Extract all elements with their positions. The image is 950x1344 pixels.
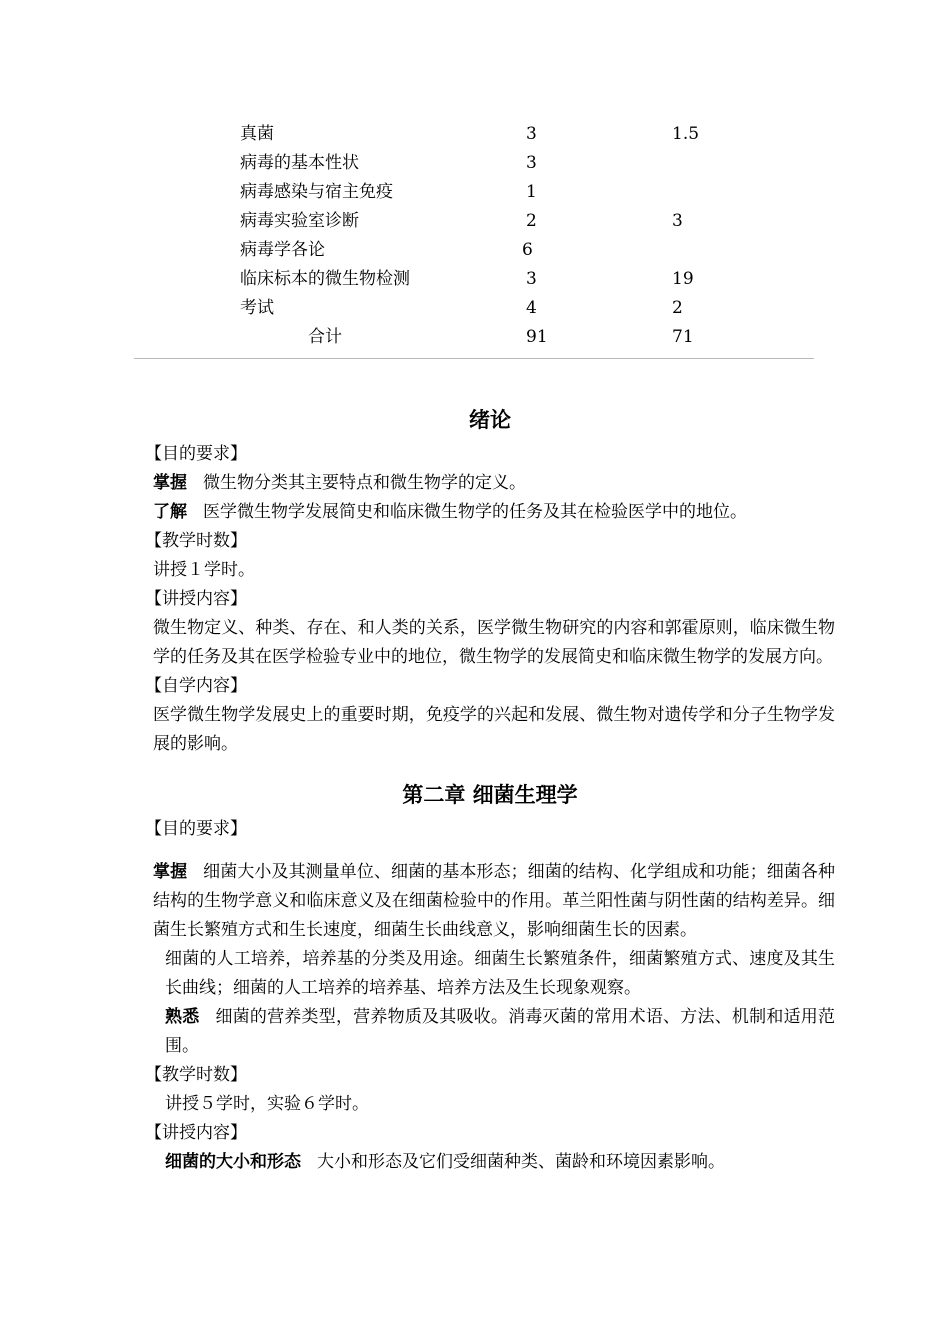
row-name: 病毒感染与宿主免疫 <box>240 182 393 202</box>
intro-self-study-text: 医学微生物学发展史上的重要时期，免疫学的兴起和发展、微生物对遗传学和分子生物学发展的影响。 <box>153 705 835 754</box>
master-label: 掌握 <box>153 862 188 882</box>
table-total-row <box>240 323 800 352</box>
chapter2-size-paragraph <box>145 1148 835 1177</box>
row-lecture-hours: 4 <box>526 298 537 318</box>
chapter2-goals-tag: 【目的要求】 <box>145 819 247 839</box>
row-lab-hours: 1.5 <box>672 124 700 144</box>
intro-master-paragraph <box>145 469 835 498</box>
total-label: 合计 <box>308 327 342 347</box>
intro-understand-text: 医学微生物学发展简史和临床微生物学的任务及其在检验医学中的地位。 <box>203 502 747 522</box>
intro-understand-paragraph <box>145 498 835 527</box>
table-row <box>240 178 800 207</box>
chapter2-content-tag: 【讲授内容】 <box>145 1123 247 1143</box>
chapter2-size-text: 大小和形态及它们受细菌种类、菌龄和环境因素影响。 <box>317 1152 725 1172</box>
table-row <box>240 120 800 149</box>
total-lab-hours: 71 <box>672 327 694 347</box>
chapter2-master-paragraph <box>145 858 835 945</box>
understand-label: 了解 <box>153 502 187 522</box>
row-lecture-hours: 3 <box>526 124 537 144</box>
intro-content-tag: 【讲授内容】 <box>145 589 247 609</box>
familiar-label: 熟悉 <box>165 1007 200 1027</box>
row-name: 考试 <box>240 298 274 318</box>
row-lecture-hours: 2 <box>526 211 537 231</box>
total-lecture-hours: 91 <box>526 327 548 347</box>
row-name: 真菌 <box>240 124 274 144</box>
intro-master-text: 微生物分类其主要特点和微生物学的定义。 <box>203 473 526 493</box>
row-lecture-hours: 6 <box>522 240 533 260</box>
document-body <box>145 400 835 1177</box>
table-row <box>240 149 800 178</box>
size-shape-label: 细菌的大小和形态 <box>165 1152 301 1172</box>
intro-self-study-tag: 【自学内容】 <box>145 676 247 696</box>
chapter2-title: 第二章 细菌生理学 <box>402 782 578 807</box>
row-lecture-hours: 1 <box>526 182 537 202</box>
chapter2-master-text: 细菌大小及其测量单位、细菌的基本形态；细菌的结构、化学组成和功能；细菌各种结构的生物学意义和临床意义及在细菌检验中的作用。革兰阳性菌与阴性菌的结构差异。细菌生长繁殖方式和生长速度，细菌生长曲线意义，影响细菌生长的因素。 <box>153 862 836 940</box>
chapter2-familiar-paragraph <box>145 1003 835 1061</box>
table-bottom-rule <box>134 358 814 359</box>
intro-hours-text: 讲授１学时。 <box>153 560 255 580</box>
row-name: 临床标本的微生物检测 <box>240 269 410 289</box>
intro-content-text: 微生物定义、种类、存在、和人类的关系，医学微生物研究的内容和郭霍原则，临床微生物学的任务及其在医学检验专业中的地位，微生物学的发展简史和临床微生物学的发展方向。 <box>153 618 835 667</box>
table-row <box>240 207 800 236</box>
intro-hours-tag: 【教学时数】 <box>145 531 247 551</box>
table-row <box>240 265 800 294</box>
chapter2-hours-tag: 【教学时数】 <box>145 1065 247 1085</box>
intro-title: 绪论 <box>469 407 511 432</box>
chapter2-hours-text: 讲授５学时，实验６学时。 <box>165 1094 369 1114</box>
row-name: 病毒的基本性状 <box>240 153 359 173</box>
chapter2-culture-text: 细菌的人工培养，培养基的分类及用途。细菌生长繁殖条件，细菌繁殖方式、速度及其生长曲线；细菌的人工培养的培养基、培养方法及生长现象观察。 <box>165 949 835 998</box>
master-label: 掌握 <box>153 473 187 493</box>
chapter2-familiar-text: 细菌的营养类型，营养物质及其吸收。消毒灭菌的常用术语、方法、机制和适用范围。 <box>165 1007 836 1056</box>
table-row <box>240 236 800 265</box>
row-name: 病毒实验室诊断 <box>240 211 359 231</box>
row-lab-hours: 2 <box>672 298 683 318</box>
row-lab-hours: 3 <box>672 211 683 231</box>
table-row <box>240 294 800 323</box>
row-lecture-hours: 3 <box>526 269 537 289</box>
intro-goals-tag: 【目的要求】 <box>145 444 247 464</box>
row-lab-hours: 19 <box>672 269 694 289</box>
row-name: 病毒学各论 <box>240 240 325 260</box>
row-lecture-hours: 3 <box>526 153 537 173</box>
hours-table <box>240 120 800 352</box>
